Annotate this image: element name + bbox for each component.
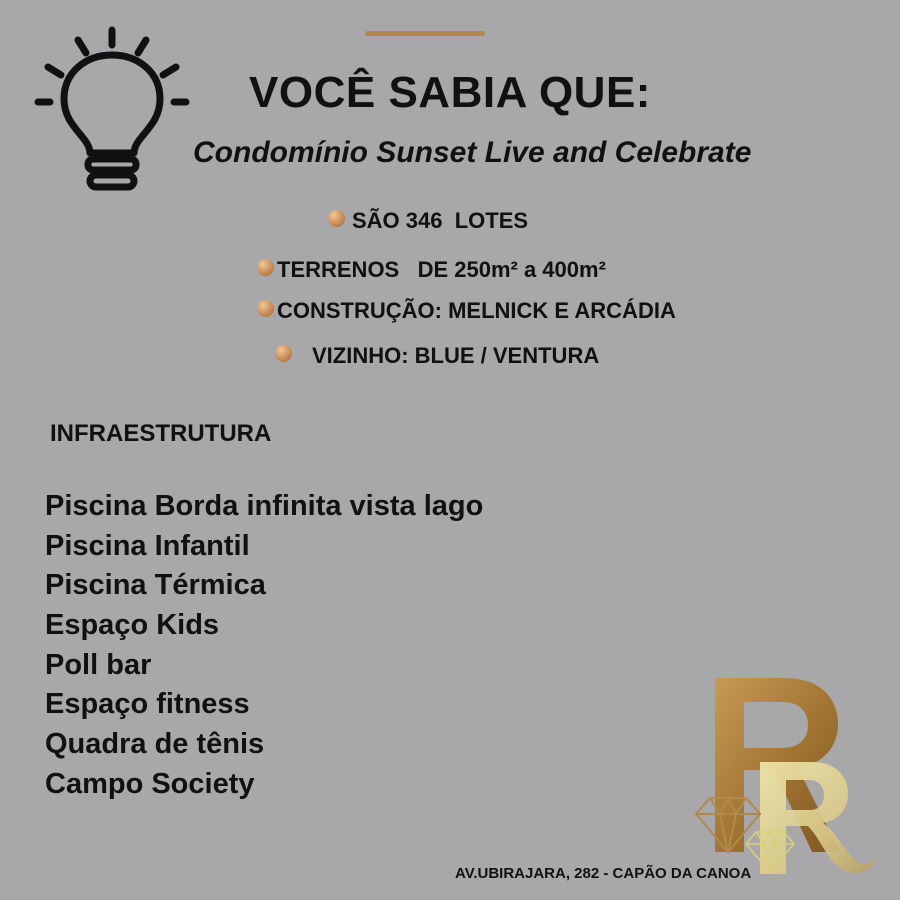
bullet-dot-icon [257,259,274,276]
page-title-text: VOCÊ SABIA QUE: [249,68,651,117]
page-subtitle: Condomínio Sunset Live and Celebrate [193,136,752,169]
fact-text: VIZINHO: BLUE / VENTURA [312,343,600,368]
fact-item [328,208,528,234]
rr-diamond-logo [690,672,885,882]
list-item: Piscina Térmica [45,569,266,602]
list-item: Espaço Kids [45,609,220,642]
fact-item [257,257,606,283]
bullet-dot-icon [275,345,292,362]
bullet-dot-icon [257,300,274,317]
list-item: Piscina Borda infinita vista lago [45,490,484,522]
infrastructure-heading: INFRAESTRUTURA [50,420,272,447]
list-item: Espaço fitness [45,688,250,721]
fact-text: CONSTRUÇÃO: MELNICK E ARCÁDIA [277,298,676,323]
list-item: Poll bar [45,648,152,681]
page-title [0,68,900,118]
bullet-dot-icon [328,210,345,227]
fact-item [257,298,676,324]
fact-text: SÃO 346 LOTES [352,208,529,233]
amenities-list [45,487,483,805]
footer-address: AV.UBIRAJARA, 282 - CAPÃO DA CANOA [455,865,752,882]
list-item: Piscina Infantil [45,529,250,562]
fact-text: TERRENOS DE 250m² a 400m² [277,257,606,282]
list-item: Campo Society [45,767,255,800]
fact-item [275,343,599,369]
list-item: Quadra de tênis [45,728,265,761]
top-accent-bar [365,31,485,36]
